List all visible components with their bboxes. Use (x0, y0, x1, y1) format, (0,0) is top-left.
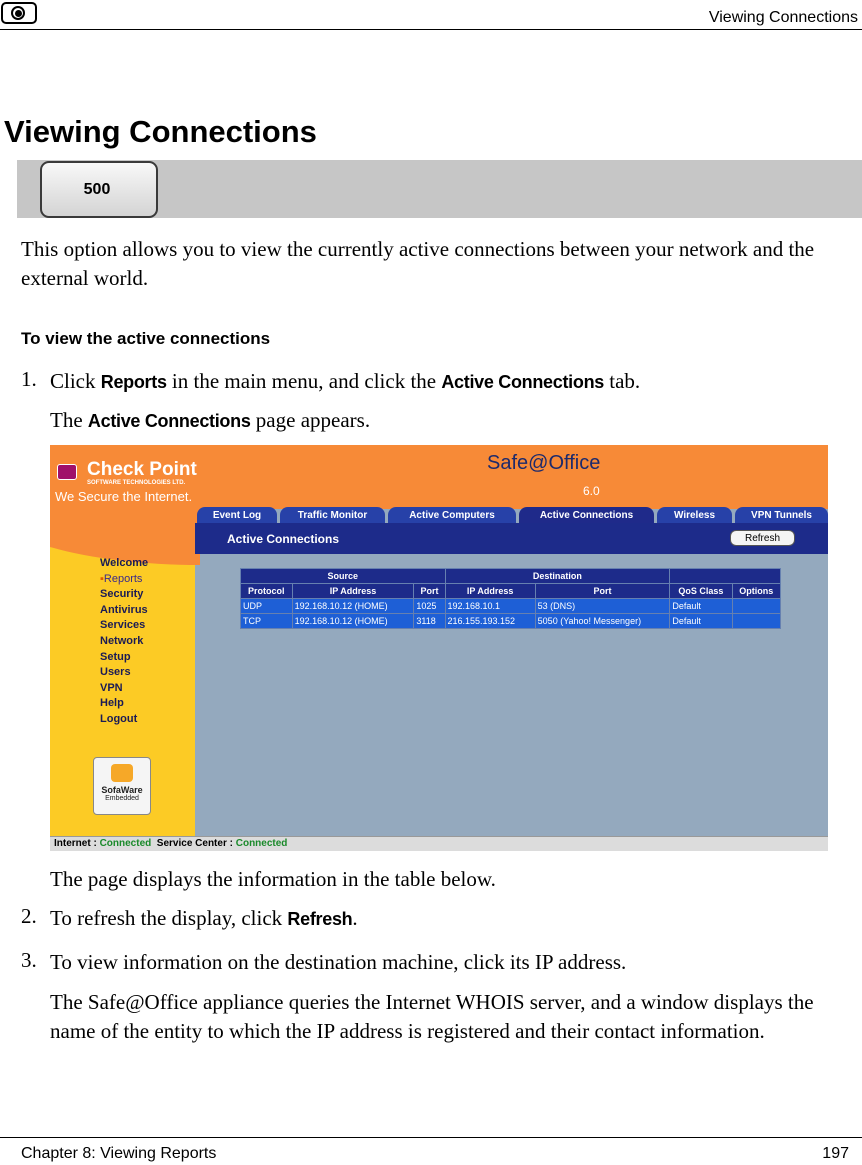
connections-table (240, 568, 781, 629)
step-1-number: 1. (21, 367, 37, 391)
col-destination-port: Port (535, 584, 670, 599)
brand-name: Check Point (87, 459, 197, 480)
after-screenshot-text: The page displays the information in the table below. (50, 867, 496, 891)
step-3-result: The Safe@Office appliance queries the Internet WHOIS server, and a window displays the name of the entity to which the IP address is registered and their contact information. (50, 990, 814, 1043)
destination-ip-link[interactable]: 192.168.10.1 (445, 599, 535, 614)
menu-item-reports[interactable]: ▪Reports (100, 572, 143, 585)
source-group-header: Source (241, 569, 446, 584)
footer-rule (0, 1137, 862, 1138)
screenshot-tab-bar (195, 507, 828, 523)
footer-page-number: 197 (822, 1145, 849, 1162)
tab-wireless[interactable]: Wireless (657, 507, 732, 523)
destination-ip-link[interactable]: 216.155.193.152 (445, 614, 535, 629)
step-1-text: Click Reports in the main menu, and click the Active Connections tab. (50, 369, 641, 393)
menu-item-network[interactable]: Network (100, 634, 144, 647)
menu-item-setup[interactable]: Setup (100, 650, 131, 663)
menu-item-welcome[interactable]: Welcome (100, 557, 149, 569)
menu-item-security[interactable]: Security (100, 588, 144, 601)
col-source-port: Port (414, 584, 445, 599)
menu-item-logout[interactable]: Logout (100, 712, 138, 725)
menu-item-services[interactable]: Services (100, 619, 146, 632)
step-1-result: The Active Connections page appears. (50, 408, 371, 432)
internet-status: Connected (99, 838, 152, 849)
refresh-button[interactable]: Refresh (730, 530, 795, 546)
status-bar: Internet : Connected Service Center : Connected (50, 836, 828, 851)
product-name: Safe@Office (487, 452, 601, 474)
reports-term: Reports (100, 372, 167, 392)
procedure-title: To view the active connections (21, 329, 271, 348)
page-title-bar (195, 523, 828, 554)
menu-item-users[interactable]: Users (100, 666, 131, 679)
page-title: Active Connections (227, 532, 340, 546)
active-connections-term: Active Connections (87, 411, 251, 431)
checkpoint-brand-icon (57, 464, 77, 480)
col-source-ip: IP Address (292, 584, 414, 599)
footer-chapter: Chapter 8: Viewing Reports (21, 1145, 217, 1162)
col-options: Options (732, 584, 780, 599)
refresh-term: Refresh (287, 909, 353, 929)
tab-vpn-tunnels[interactable]: VPN Tunnels (735, 507, 828, 523)
tab-traffic-monitor[interactable]: Traffic Monitor (280, 507, 385, 523)
tab-active-connections[interactable]: Active Connections (519, 507, 654, 523)
product-version: 6.0 (583, 484, 600, 498)
sofaware-icon (111, 764, 133, 782)
service-center-status: Connected (235, 838, 288, 849)
running-header-title: Viewing Connections (708, 9, 858, 26)
col-destination-ip: IP Address (445, 584, 535, 599)
tab-event-log[interactable]: Event Log (197, 507, 277, 523)
active-connections-screenshot (50, 445, 828, 851)
step-2-number: 2. (21, 904, 37, 928)
menu-item-vpn[interactable]: VPN (100, 681, 123, 694)
table-row: TCP 192.168.10.12 (HOME) 3118 216.155.193.152 5050 (Yahoo! Messenger) Default (241, 614, 781, 629)
sofaware-logo: SofaWare Embedded (93, 757, 151, 815)
col-protocol: Protocol (241, 584, 293, 599)
table-row: UDP 192.168.10.12 (HOME) 1025 192.168.10.1 53 (DNS) Default (241, 599, 781, 614)
section-heading: Viewing Connections (4, 114, 317, 149)
tab-active-computers[interactable]: Active Computers (388, 507, 516, 523)
step-2-text: To refresh the display, click Refresh. (50, 906, 358, 930)
main-menu (100, 556, 148, 728)
menu-item-help[interactable]: Help (100, 697, 124, 710)
checkpoint-logo-icon (1, 2, 37, 24)
brand-subtitle: SOFTWARE TECHNOLOGIES LTD. (87, 480, 186, 486)
step-3-number: 3. (21, 948, 37, 972)
brand-tagline: We Secure the Internet. (55, 489, 193, 504)
header-rule (0, 29, 862, 30)
menu-item-antivirus[interactable]: Antivirus (100, 603, 148, 616)
intro-paragraph: This option allows you to view the currently active connections between your network and the external world. (21, 237, 815, 290)
col-qos-class: QoS Class (670, 584, 732, 599)
active-connections-term: Active Connections (441, 372, 604, 392)
destination-group-header: Destination (445, 569, 670, 584)
model-badge: 500 (40, 161, 158, 218)
step-3-text: To view information on the destination machine, click its IP address. (50, 950, 627, 974)
